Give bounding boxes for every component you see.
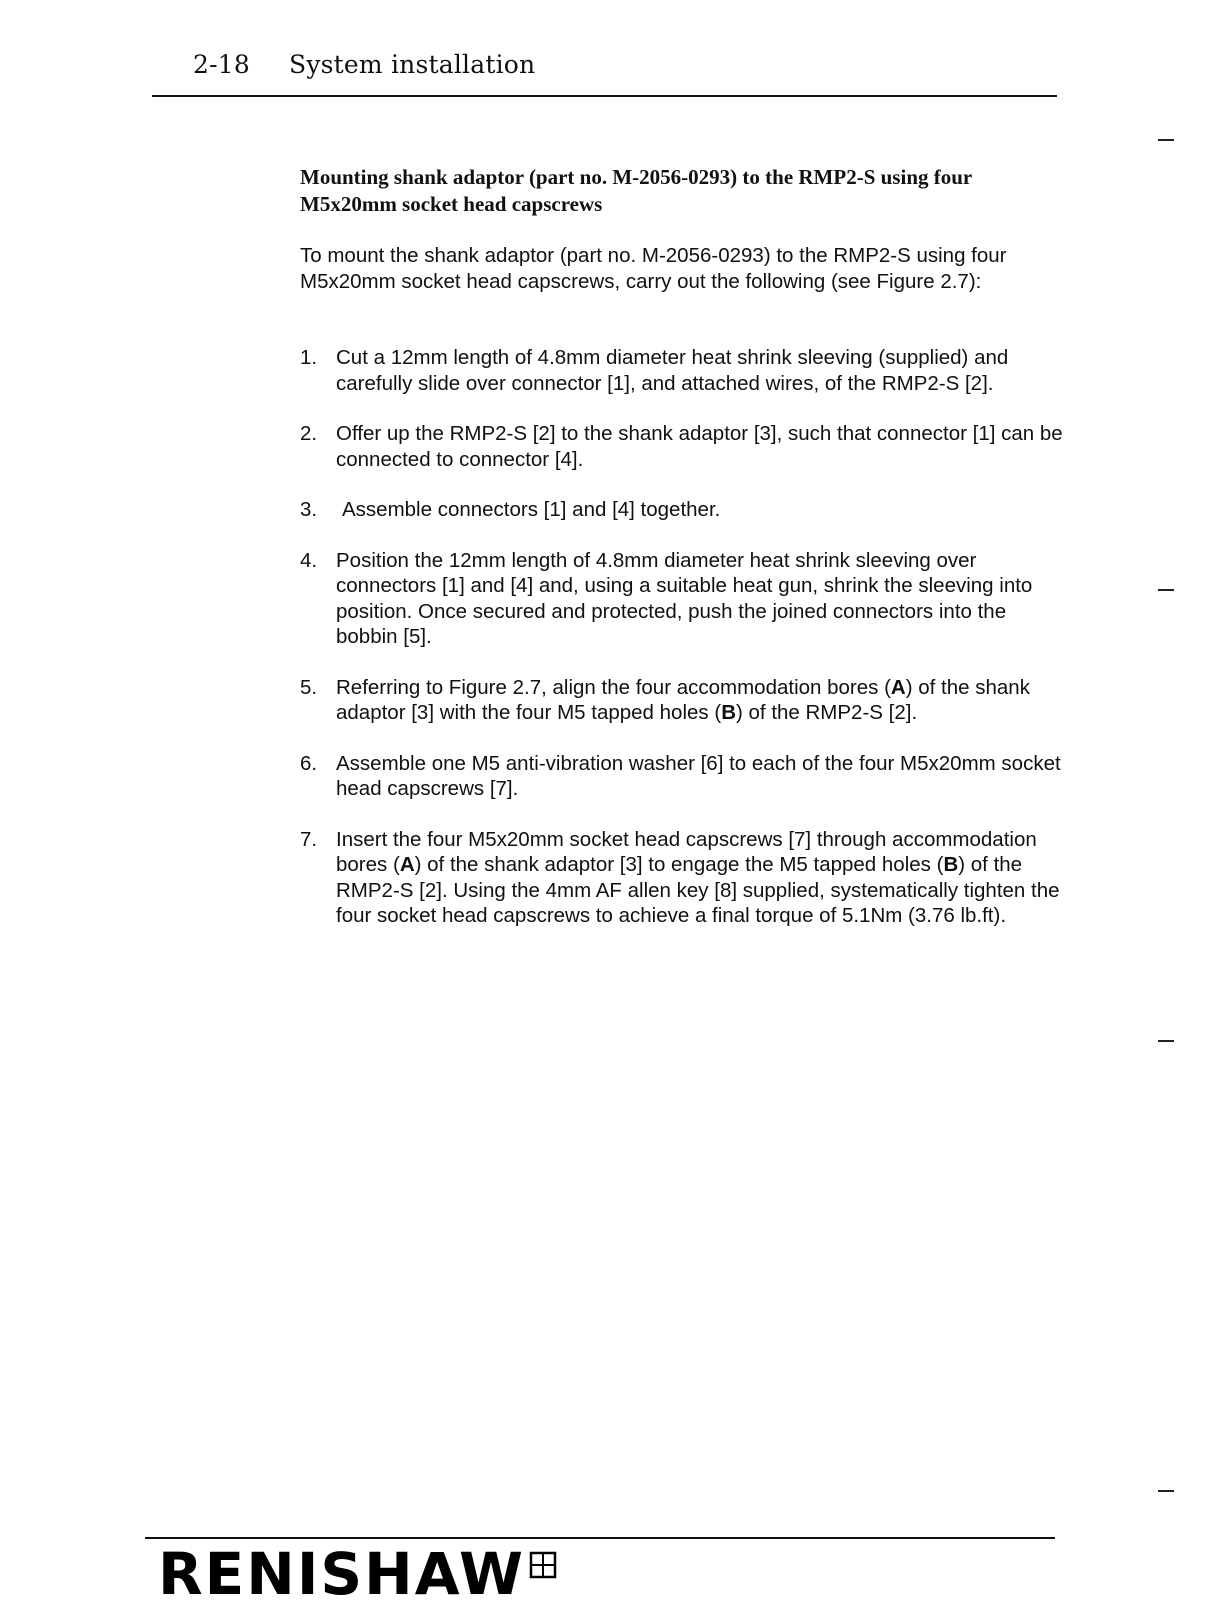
step-number: 4.: [300, 548, 318, 572]
step-text-part: ) of the shank adaptor [3] to engage the M5 tapped holes (: [414, 853, 944, 876]
step-text: Assemble one M5 anti-vibration washer [6] to each of the four M5x20mm socket head capscrews [7].: [336, 751, 1061, 800]
steps-list: [300, 345, 1070, 954]
label-a: A: [399, 853, 415, 876]
step-text: Offer up the RMP2-S [2] to the shank adaptor [3], such that connector [1] can be connected to connector [4].: [336, 422, 1063, 471]
margin-mark: [1158, 1040, 1174, 1042]
step-number: 1.: [300, 346, 318, 369]
renishaw-logo: [158, 1540, 557, 1608]
step-text-part: Referring to Figure 2.7, align the four accommodation bores (: [336, 675, 891, 699]
step-number: 2.: [300, 422, 318, 445]
step-4: [300, 548, 1070, 650]
step-7: [300, 827, 1070, 929]
step-text-part: ) of the RMP2-S [2]. Using the 4mm AF allen key [8] supplied, systematically tighten the four socket head capscrews to achieve a final torque of 5.1Nm (3.76 lb.ft).: [336, 853, 1060, 927]
step-3: [300, 497, 1070, 523]
label-b: B: [721, 701, 736, 724]
margin-mark: [1158, 1490, 1174, 1492]
header-section-title: System installation: [289, 50, 536, 79]
step-5: [300, 675, 1070, 726]
step-2: [300, 421, 1070, 472]
page-number: 2-18: [193, 50, 250, 79]
step-text-part: ) of the RMP2-S [2].: [736, 701, 918, 724]
margin-mark: [1158, 139, 1174, 141]
logo-emblem-icon: [529, 1551, 557, 1579]
step-number: 3.: [300, 498, 318, 521]
step-number: 7.: [300, 827, 318, 851]
intro-paragraph: To mount the shank adaptor (part no. M-2056-0293) to the RMP2-S using four M5x20mm socket head capscrews, carry out the following (see Figure 2.7):: [300, 244, 1007, 293]
footer-rule: [145, 1537, 1055, 1539]
margin-mark: [1158, 589, 1174, 591]
step-text-part: ) of the shank adaptor [3] with the four M5 tapped holes (: [336, 675, 1030, 724]
step-number: 5.: [300, 675, 318, 699]
step-text: Position the 12mm length of 4.8mm diameter heat shrink sleeving over connectors [1] and [4] and, using a suitable heat gun, shrink the sleeving into position. Once secured and protected, push the joined connectors into the bobbin [5].: [336, 548, 1033, 648]
step-text: Cut a 12mm length of 4.8mm diameter heat shrink sleeving (supplied) and carefully slide over connector [1], and attached wires, of the RMP2-S [2].: [336, 346, 1009, 395]
step-6: [300, 751, 1070, 802]
logo-text: RENISHAW: [158, 1540, 525, 1608]
step-text: Assemble connectors [1] and [4] together.: [342, 498, 721, 521]
header-rule: [152, 95, 1057, 97]
step-1: [300, 345, 1070, 396]
step-number: 6.: [300, 751, 318, 775]
label-a: A: [890, 675, 906, 699]
step-text-part: Insert the four M5x20mm socket head capscrews [7] through accommodation bores (: [336, 827, 1037, 876]
label-b: B: [943, 853, 959, 876]
page-header: [193, 50, 535, 79]
section-title: Mounting shank adaptor (part no. M-2056-0293) to the RMP2-S using four M5x20mm socket head capscrews: [300, 165, 972, 216]
